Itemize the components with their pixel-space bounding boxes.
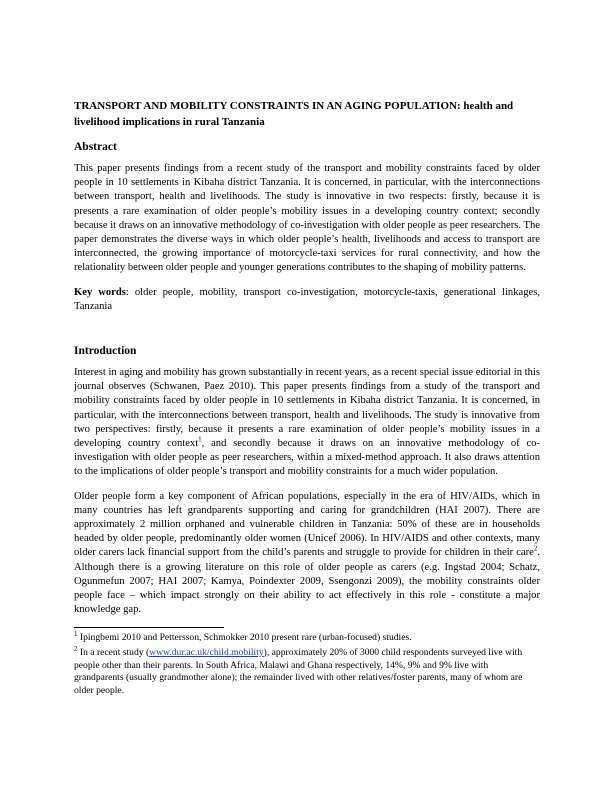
keywords-label: Key words (74, 286, 126, 298)
intro-p1-text-a: Interest in aging and mobility has grown substantially in recent years, as a recent special issue editorial in this journal observes (Schwanen, Paez 2010). This paper presents findings from a study of the transport and mobility constraints faced by older people in 10 settlements in Kibaha district Tanzania. It is concerned, in particular, with the interconnections between transport, health and livelihoods. The study is innovative from two perspectives: firstly, because it presents a rare examination of older people’s mobility issues in a developing country context (74, 367, 540, 450)
intro-p2-text-a: Older people form a key component of African populations, especially in the era of HIV/AIDs, which in many countries has left grandparents supporting and caring for grandchildren (HAI 2007). There are approximately 2 million orphaned and vulnerable children in Tanzania: 50% of these are in households headed by older people, predominantly older women (Unicef 2006). In HIV/AIDS and other contexts, many older carers lack financial support from the child’s parents and struggle to provide for children in their care (74, 490, 540, 559)
footnote-2-number: 2 (74, 644, 78, 653)
keywords (74, 286, 540, 314)
intro-paragraph-2 (74, 490, 540, 618)
paper-page (74, 98, 540, 699)
footnote-divider (74, 627, 224, 628)
child-mobility-link[interactable]: www.dur.ac.uk/child.mobility (149, 647, 264, 659)
paper-title: TRANSPORT AND MOBILITY CONSTRAINTS IN AN AGING POPULATION: health and livelihood implications in rural Tanzania (74, 100, 514, 128)
footnote-1-text: Ipingbemi 2010 and Pettersson, Schmokker 2010 present rare (urban-focused) studies. (77, 632, 412, 644)
intro-paragraph-1 (74, 366, 540, 480)
abstract-text: This paper presents findings from a recent study of the transport and mobility constraints faced by older people in 10 settlements in Kibaha district Tanzania. It is concerned, in particular, with the interconnections between transport, health and livelihoods. The study is innovative in two respects: firstly, because it is presents a rare examination of older people’s mobility issues in a developing country context; secondly because it draws on an innovative methodology of co-investigation with older people as peer researchers. The paper demonstrates the diverse ways in which older people’s health, livelihoods and access to transport are interconnected, the growing importance of motorcycle-taxi services for rural connectivity, and how the relationality between older people and younger generations contributes to the shaping of mobility patterns. (74, 163, 540, 274)
intro-p2-text-b: . Although there is a growing literature on this role of older people as carers (e.g. Ingstad 2004; Schatz, Ogunmefun 2007; HAI 2007; Kamya, Poindexter 2009, Ssengonzi 2009), the mobility constraints older people face – which impact strongly on their ability to act effectively in this role - constitute a major knowledge gap. (74, 547, 540, 616)
keywords-text: : older people, mobility, transport co-investigation, motorcycle-taxis, generational linkages, Tanzania (74, 286, 540, 312)
footnote-ref-1: 1 (198, 435, 202, 444)
footnote-2-post: ), approximately 20% of 3000 child respondents surveyed live with people other than their parents. In South Africa, Malawi and Ghana respectively, 14%, 9% and 9% live with grandparents (usually grandmother alone); the remainder lived with other relatives/foster parents, many of whom are older people. (74, 647, 523, 696)
intro-p1-text-b: , and secondly because it draws on an innovative methodology of co-investigation with older people as peer researchers, within a mixed-method approach. It also draws attention to the implications of older people’s transport and mobility constraints for a much wider population. (74, 438, 540, 478)
introduction-heading: Introduction (74, 345, 137, 358)
footnote-ref-2: 2 (533, 544, 538, 553)
footnote-1-number: 1 (74, 630, 78, 639)
footnote-2-pre: In a recent study ( (77, 647, 150, 659)
abstract-heading: Abstract (74, 141, 117, 153)
footnote-2 (74, 644, 540, 697)
footnote-1 (74, 632, 540, 645)
